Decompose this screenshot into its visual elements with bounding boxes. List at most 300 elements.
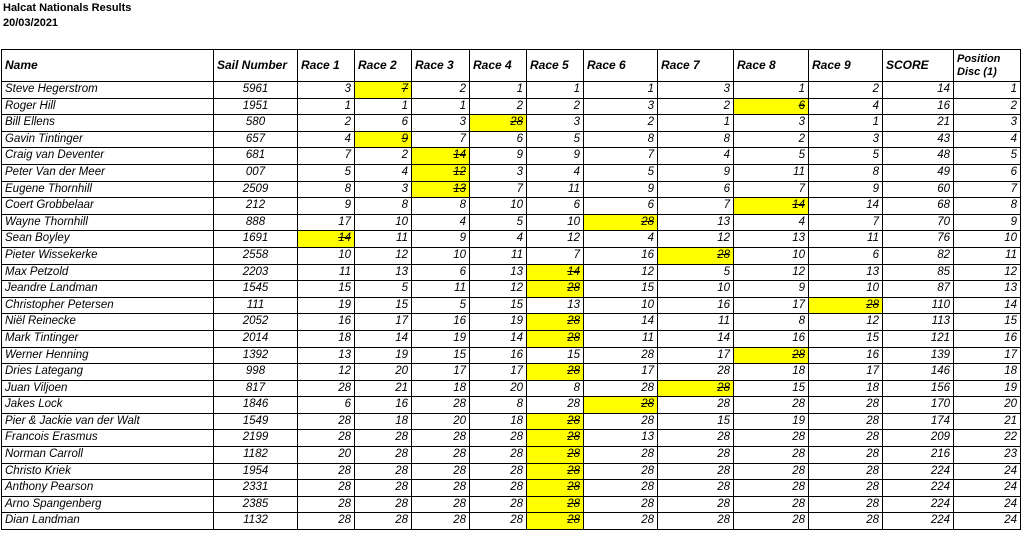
column-header: SCORE: [883, 50, 954, 82]
column-header: Race 8: [734, 50, 809, 82]
race-score: 11: [298, 264, 355, 281]
column-header: Name: [2, 50, 214, 82]
race-score: 12: [584, 264, 658, 281]
race-score: 28: [809, 513, 883, 530]
discarded-race-score: 14: [412, 148, 470, 165]
race-score: 4: [527, 164, 584, 181]
race-score: 20: [412, 413, 470, 430]
race-score: 10: [658, 281, 734, 298]
race-score: 28: [734, 513, 809, 530]
position: 1: [954, 82, 1021, 99]
discarded-race-score: 28: [527, 513, 584, 530]
race-score: 28: [412, 447, 470, 464]
sail-number: 1549: [214, 413, 298, 430]
race-score: 8: [584, 131, 658, 148]
results-body: [2, 82, 1021, 530]
column-header: Race 6: [584, 50, 658, 82]
total-score: 170: [883, 397, 954, 414]
race-score: 28: [809, 447, 883, 464]
position: 16: [954, 330, 1021, 347]
race-score: 17: [298, 214, 355, 231]
race-score: 3: [298, 82, 355, 99]
race-score: 18: [298, 330, 355, 347]
race-score: 28: [809, 430, 883, 447]
race-score: 4: [658, 148, 734, 165]
sail-number: 111: [214, 297, 298, 314]
race-score: 11: [470, 247, 527, 264]
discarded-race-score: 28: [584, 214, 658, 231]
header-row: [2, 50, 1021, 82]
race-score: 28: [470, 463, 527, 480]
race-score: 3: [412, 115, 470, 132]
sail-number: 681: [214, 148, 298, 165]
sailor-name: Francois Erasmus: [2, 430, 214, 447]
table-row: [2, 247, 1021, 264]
sailor-name: Juan Viljoen: [2, 380, 214, 397]
race-score: 12: [734, 264, 809, 281]
race-score: 19: [470, 314, 527, 331]
position: 8: [954, 198, 1021, 215]
race-score: 15: [734, 380, 809, 397]
sailor-name: Bill Ellens: [2, 115, 214, 132]
discarded-race-score: 12: [412, 164, 470, 181]
total-score: 16: [883, 98, 954, 115]
position: 13: [954, 281, 1021, 298]
position: 22: [954, 430, 1021, 447]
race-score: 8: [809, 164, 883, 181]
race-score: 28: [412, 513, 470, 530]
race-score: 28: [412, 496, 470, 513]
position: 11: [954, 247, 1021, 264]
sail-number: 657: [214, 131, 298, 148]
table-row: [2, 131, 1021, 148]
race-score: 7: [298, 148, 355, 165]
race-score: 28: [658, 364, 734, 381]
race-score: 1: [734, 82, 809, 99]
total-score: 48: [883, 148, 954, 165]
race-score: 1: [412, 98, 470, 115]
race-score: 28: [584, 480, 658, 497]
race-score: 15: [298, 281, 355, 298]
race-score: 1: [584, 82, 658, 99]
position: 12: [954, 264, 1021, 281]
race-score: 5: [527, 131, 584, 148]
race-score: 20: [355, 364, 412, 381]
race-score: 28: [298, 380, 355, 397]
sail-number: 1951: [214, 98, 298, 115]
race-score: 6: [809, 247, 883, 264]
sailor-name: Pieter Wissekerke: [2, 247, 214, 264]
race-score: 1: [809, 115, 883, 132]
race-score: 19: [734, 413, 809, 430]
race-score: 28: [298, 413, 355, 430]
position: 7: [954, 181, 1021, 198]
race-score: 12: [809, 314, 883, 331]
race-score: 28: [734, 397, 809, 414]
race-score: 2: [809, 82, 883, 99]
race-score: 17: [658, 347, 734, 364]
race-score: 28: [734, 447, 809, 464]
table-row: [2, 496, 1021, 513]
race-score: 6: [658, 181, 734, 198]
position: 24: [954, 513, 1021, 530]
race-score: 5: [658, 264, 734, 281]
total-score: 224: [883, 463, 954, 480]
race-score: 28: [809, 480, 883, 497]
race-score: 6: [298, 397, 355, 414]
race-score: 11: [809, 231, 883, 248]
race-score: 13: [527, 297, 584, 314]
page-title: Halcat Nationals Results: [3, 2, 132, 14]
discarded-race-score: 28: [527, 463, 584, 480]
race-score: 3: [584, 98, 658, 115]
race-score: 28: [470, 480, 527, 497]
discarded-race-score: 28: [658, 247, 734, 264]
position: 3: [954, 115, 1021, 132]
discarded-race-score: 28: [527, 314, 584, 331]
race-score: 7: [734, 181, 809, 198]
race-score: 9: [809, 181, 883, 198]
race-score: 1: [298, 98, 355, 115]
discarded-race-score: 28: [527, 430, 584, 447]
total-score: 14: [883, 82, 954, 99]
race-score: 28: [584, 513, 658, 530]
race-score: 28: [298, 480, 355, 497]
race-score: 28: [412, 463, 470, 480]
race-score: 6: [355, 115, 412, 132]
position: 17: [954, 347, 1021, 364]
table-row: [2, 181, 1021, 198]
race-score: 8: [470, 397, 527, 414]
race-score: 7: [584, 148, 658, 165]
discarded-race-score: 28: [527, 364, 584, 381]
race-score: 12: [298, 364, 355, 381]
total-score: 146: [883, 364, 954, 381]
race-score: 4: [355, 164, 412, 181]
race-score: 15: [355, 297, 412, 314]
sailor-name: Jakes Lock: [2, 397, 214, 414]
position: 18: [954, 364, 1021, 381]
race-score: 15: [412, 347, 470, 364]
race-score: 16: [298, 314, 355, 331]
discarded-race-score: 14: [734, 198, 809, 215]
race-score: 15: [470, 297, 527, 314]
race-score: 28: [658, 513, 734, 530]
table-row: [2, 214, 1021, 231]
sail-number: 1392: [214, 347, 298, 364]
race-score: 13: [584, 430, 658, 447]
sail-number: 1691: [214, 231, 298, 248]
race-score: 7: [527, 247, 584, 264]
total-score: 113: [883, 314, 954, 331]
total-score: 224: [883, 496, 954, 513]
sail-number: 007: [214, 164, 298, 181]
discarded-race-score: 9: [355, 131, 412, 148]
race-score: 19: [412, 330, 470, 347]
column-header: Race 5: [527, 50, 584, 82]
discarded-race-score: 14: [527, 264, 584, 281]
total-score: 209: [883, 430, 954, 447]
race-score: 8: [412, 198, 470, 215]
discarded-race-score: 28: [470, 115, 527, 132]
race-score: 28: [470, 447, 527, 464]
race-score: 13: [809, 264, 883, 281]
total-score: 87: [883, 281, 954, 298]
discarded-race-score: 28: [527, 281, 584, 298]
race-score: 12: [527, 231, 584, 248]
race-score: 9: [527, 148, 584, 165]
total-score: 85: [883, 264, 954, 281]
race-score: 28: [584, 447, 658, 464]
race-score: 12: [355, 247, 412, 264]
discarded-race-score: 28: [658, 380, 734, 397]
table-row: [2, 98, 1021, 115]
race-score: 18: [734, 364, 809, 381]
race-score: 28: [658, 480, 734, 497]
sailor-name: Wayne Thornhill: [2, 214, 214, 231]
race-score: 8: [355, 198, 412, 215]
sailor-name: Mark Tintinger: [2, 330, 214, 347]
race-score: 17: [470, 364, 527, 381]
race-score: 28: [355, 513, 412, 530]
race-score: 3: [734, 115, 809, 132]
sail-number: 1846: [214, 397, 298, 414]
race-score: 10: [355, 214, 412, 231]
position: 14: [954, 297, 1021, 314]
discarded-race-score: 28: [584, 397, 658, 414]
table-row: [2, 347, 1021, 364]
race-score: 7: [658, 198, 734, 215]
race-score: 14: [355, 330, 412, 347]
sail-number: 888: [214, 214, 298, 231]
race-score: 28: [809, 397, 883, 414]
race-score: 28: [658, 397, 734, 414]
race-score: 6: [584, 198, 658, 215]
column-header: Position Disc (1): [954, 50, 1021, 82]
race-score: 14: [809, 198, 883, 215]
table-row: [2, 413, 1021, 430]
race-score: 4: [470, 231, 527, 248]
position: 10: [954, 231, 1021, 248]
table-row: [2, 430, 1021, 447]
race-score: 14: [470, 330, 527, 347]
race-score: 7: [470, 181, 527, 198]
race-score: 16: [412, 314, 470, 331]
race-score: 19: [298, 297, 355, 314]
race-score: 28: [298, 430, 355, 447]
sail-number: 2052: [214, 314, 298, 331]
race-score: 20: [470, 380, 527, 397]
position: 9: [954, 214, 1021, 231]
race-score: 28: [412, 430, 470, 447]
table-row: [2, 198, 1021, 215]
race-score: 15: [809, 330, 883, 347]
race-score: 1: [470, 82, 527, 99]
position: 5: [954, 148, 1021, 165]
race-score: 16: [355, 397, 412, 414]
race-score: 12: [470, 281, 527, 298]
total-score: 68: [883, 198, 954, 215]
race-score: 28: [734, 430, 809, 447]
race-score: 14: [658, 330, 734, 347]
sailor-name: Sean Boyley: [2, 231, 214, 248]
race-score: 2: [734, 131, 809, 148]
total-score: 121: [883, 330, 954, 347]
race-score: 28: [298, 463, 355, 480]
race-score: 17: [734, 297, 809, 314]
discarded-race-score: 28: [527, 413, 584, 430]
race-score: 14: [584, 314, 658, 331]
table-row: [2, 264, 1021, 281]
total-score: 60: [883, 181, 954, 198]
total-score: 76: [883, 231, 954, 248]
race-score: 16: [584, 247, 658, 264]
sail-number: 2014: [214, 330, 298, 347]
race-score: 2: [355, 148, 412, 165]
race-score: 1: [355, 98, 412, 115]
race-score: 28: [527, 397, 584, 414]
total-score: 216: [883, 447, 954, 464]
race-score: 1: [658, 115, 734, 132]
table-row: [2, 164, 1021, 181]
sailor-name: Max Petzold: [2, 264, 214, 281]
race-score: 28: [412, 397, 470, 414]
column-header: Race 7: [658, 50, 734, 82]
race-score: 9: [470, 148, 527, 165]
race-score: 5: [298, 164, 355, 181]
race-score: 28: [658, 430, 734, 447]
race-score: 28: [658, 463, 734, 480]
race-score: 28: [298, 496, 355, 513]
sail-number: 2385: [214, 496, 298, 513]
race-score: 8: [298, 181, 355, 198]
race-score: 28: [584, 380, 658, 397]
race-score: 10: [734, 247, 809, 264]
discarded-race-score: 14: [298, 231, 355, 248]
race-score: 21: [355, 380, 412, 397]
race-score: 28: [734, 480, 809, 497]
column-header: Sail Number: [214, 50, 298, 82]
race-score: 16: [658, 297, 734, 314]
race-score: 10: [527, 214, 584, 231]
race-score: 15: [584, 281, 658, 298]
table-row: [2, 297, 1021, 314]
race-score: 8: [527, 380, 584, 397]
sail-number: 1182: [214, 447, 298, 464]
sail-number: 580: [214, 115, 298, 132]
total-score: 21: [883, 115, 954, 132]
race-score: 18: [355, 413, 412, 430]
race-score: 15: [527, 347, 584, 364]
race-score: 5: [355, 281, 412, 298]
race-score: 2: [658, 98, 734, 115]
sailor-name: Norman Carroll: [2, 447, 214, 464]
race-score: 1: [527, 82, 584, 99]
discarded-race-score: 13: [412, 181, 470, 198]
race-score: 13: [298, 347, 355, 364]
race-score: 28: [470, 513, 527, 530]
race-score: 28: [584, 496, 658, 513]
total-score: 110: [883, 297, 954, 314]
race-score: 28: [412, 480, 470, 497]
table-row: [2, 281, 1021, 298]
total-score: 82: [883, 247, 954, 264]
position: 2: [954, 98, 1021, 115]
race-score: 28: [355, 463, 412, 480]
race-score: 4: [734, 214, 809, 231]
race-score: 9: [734, 281, 809, 298]
column-header: Race 9: [809, 50, 883, 82]
sailor-name: Dian Landman: [2, 513, 214, 530]
sail-number: 1132: [214, 513, 298, 530]
table-row: [2, 364, 1021, 381]
discarded-race-score: 28: [734, 347, 809, 364]
total-score: 224: [883, 480, 954, 497]
race-score: 8: [734, 314, 809, 331]
race-score: 10: [470, 198, 527, 215]
sail-number: 2558: [214, 247, 298, 264]
race-score: 28: [584, 347, 658, 364]
race-score: 11: [527, 181, 584, 198]
sail-number: 5961: [214, 82, 298, 99]
race-score: 9: [658, 164, 734, 181]
discarded-race-score: 6: [734, 98, 809, 115]
sail-number: 212: [214, 198, 298, 215]
race-score: 3: [809, 131, 883, 148]
total-score: 43: [883, 131, 954, 148]
results-date: 20/03/2021: [3, 17, 59, 29]
total-score: 156: [883, 380, 954, 397]
sailor-name: Jeandre Landman: [2, 281, 214, 298]
sailor-name: Dries Lategang: [2, 364, 214, 381]
race-score: 18: [412, 380, 470, 397]
race-score: 4: [809, 98, 883, 115]
race-score: 28: [355, 480, 412, 497]
table-row: [2, 480, 1021, 497]
race-score: 28: [734, 463, 809, 480]
race-score: 28: [584, 413, 658, 430]
column-header: Race 1: [298, 50, 355, 82]
total-score: 70: [883, 214, 954, 231]
sailor-name: Roger Hill: [2, 98, 214, 115]
race-score: 3: [355, 181, 412, 198]
race-score: 3: [470, 164, 527, 181]
race-score: 28: [809, 463, 883, 480]
table-row: [2, 463, 1021, 480]
race-score: 13: [470, 264, 527, 281]
race-score: 8: [658, 131, 734, 148]
sail-number: 2331: [214, 480, 298, 497]
race-score: 28: [470, 430, 527, 447]
race-score: 5: [734, 148, 809, 165]
results-table: [1, 49, 1021, 530]
sailor-name: Werner Henning: [2, 347, 214, 364]
discarded-race-score: 28: [527, 447, 584, 464]
sailor-name: Christo Kriek: [2, 463, 214, 480]
discarded-race-score: 28: [527, 496, 584, 513]
position: 24: [954, 463, 1021, 480]
sailor-name: Eugene Thornhill: [2, 181, 214, 198]
race-score: 28: [734, 496, 809, 513]
race-score: 2: [527, 98, 584, 115]
sailor-name: Steve Hegerstrom: [2, 82, 214, 99]
position: 24: [954, 480, 1021, 497]
column-header: Race 3: [412, 50, 470, 82]
sailor-name: Peter Van der Meer: [2, 164, 214, 181]
sailor-name: Pier & Jackie van der Walt: [2, 413, 214, 430]
race-score: 10: [412, 247, 470, 264]
race-score: 19: [355, 347, 412, 364]
